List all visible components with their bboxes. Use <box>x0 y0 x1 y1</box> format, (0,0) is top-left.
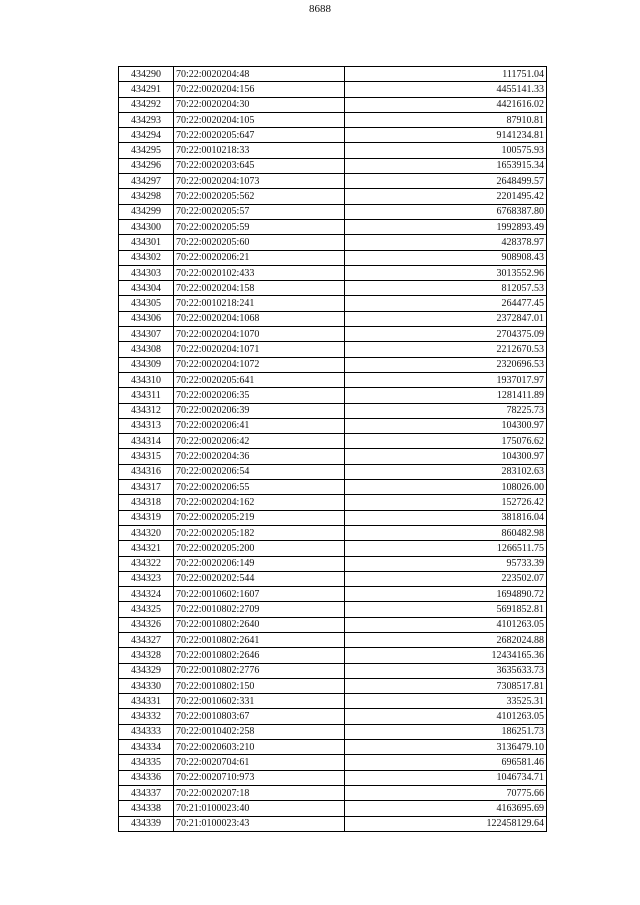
cadastral-value-cell: 4101263.05 <box>345 617 547 632</box>
row-number-cell: 434307 <box>119 327 174 342</box>
table-row <box>119 740 547 755</box>
row-number-cell: 434312 <box>119 403 174 418</box>
cadastral-value-cell: 104300.97 <box>345 418 547 433</box>
row-number-cell: 434319 <box>119 510 174 525</box>
cadastral-value-cell: 2372847.01 <box>345 311 547 326</box>
cadastral-value-cell: 5691852.81 <box>345 602 547 617</box>
cadastral-number-cell: 70:22:0020205:562 <box>174 189 345 204</box>
row-number-cell: 434314 <box>119 434 174 449</box>
cadastral-number-cell: 70:22:0020206:41 <box>174 418 345 433</box>
cadastral-number-cell: 70:22:0020203:645 <box>174 158 345 173</box>
table-row <box>119 372 547 387</box>
cadastral-number-cell: 70:22:0020206:39 <box>174 403 345 418</box>
cadastral-value-cell: 122458129.64 <box>345 816 547 831</box>
cadastral-number-cell: 70:22:0020205:200 <box>174 541 345 556</box>
cadastral-value-cell: 78225.73 <box>345 403 547 418</box>
row-number-cell: 434292 <box>119 97 174 112</box>
table-row <box>119 770 547 785</box>
cadastral-value-cell: 223502.07 <box>345 571 547 586</box>
cadastral-number-cell: 70:22:0020704:61 <box>174 755 345 770</box>
table-row <box>119 678 547 693</box>
table-row <box>119 632 547 647</box>
cadastral-number-cell: 70:22:0020710:973 <box>174 770 345 785</box>
cadastral-value-cell: 100575.93 <box>345 143 547 158</box>
row-number-cell: 434320 <box>119 525 174 540</box>
table-row <box>119 189 547 204</box>
cadastral-number-cell: 70:22:0020205:641 <box>174 372 345 387</box>
cadastral-number-cell: 70:22:0020205:182 <box>174 525 345 540</box>
table-row <box>119 464 547 479</box>
cadastral-value-cell: 2212670.53 <box>345 342 547 357</box>
table-row <box>119 709 547 724</box>
table-row <box>119 112 547 127</box>
cadastral-value-cell: 4421616.02 <box>345 97 547 112</box>
cadastral-value-cell: 2320696.53 <box>345 357 547 372</box>
row-number-cell: 434304 <box>119 281 174 296</box>
cadastral-value-cell: 175076.62 <box>345 434 547 449</box>
row-number-cell: 434334 <box>119 740 174 755</box>
row-number-cell: 434324 <box>119 587 174 602</box>
row-number-cell: 434313 <box>119 418 174 433</box>
table-row <box>119 617 547 632</box>
table-row <box>119 128 547 143</box>
row-number-cell: 434333 <box>119 724 174 739</box>
cadastral-number-cell: 70:22:0020206:35 <box>174 388 345 403</box>
table-row <box>119 571 547 586</box>
cadastral-number-cell: 70:22:0020205:647 <box>174 128 345 143</box>
page-number: 8688 <box>309 3 331 15</box>
cadastral-value-cell: 2648499.57 <box>345 174 547 189</box>
row-number-cell: 434327 <box>119 632 174 647</box>
table-row <box>119 265 547 280</box>
cadastral-number-cell: 70:22:0020204:36 <box>174 449 345 464</box>
cadastral-value-cell: 186251.73 <box>345 724 547 739</box>
cadastral-value-cell: 1937017.97 <box>345 372 547 387</box>
cadastral-number-cell: 70:22:0020204:1068 <box>174 311 345 326</box>
table-row <box>119 648 547 663</box>
cadastral-number-cell: 70:22:0020204:162 <box>174 495 345 510</box>
cadastral-number-cell: 70:22:0010402:258 <box>174 724 345 739</box>
cadastral-number-cell: 70:22:0010218:33 <box>174 143 345 158</box>
cadastral-value-cell: 1653915.34 <box>345 158 547 173</box>
cadastral-number-cell: 70:22:0020205:60 <box>174 235 345 250</box>
table-row <box>119 296 547 311</box>
table-row <box>119 204 547 219</box>
row-number-cell: 434290 <box>119 67 174 82</box>
cadastral-value-cell: 152726.42 <box>345 495 547 510</box>
table-row <box>119 694 547 709</box>
row-number-cell: 434293 <box>119 112 174 127</box>
table-row <box>119 403 547 418</box>
table-row <box>119 388 547 403</box>
table-row <box>119 67 547 82</box>
cadastral-value-cell: 696581.46 <box>345 755 547 770</box>
row-number-cell: 434291 <box>119 82 174 97</box>
row-number-cell: 434330 <box>119 678 174 693</box>
cadastral-number-cell: 70:22:0010802:2640 <box>174 617 345 632</box>
table-row <box>119 556 547 571</box>
cadastral-value-cell: 1281411.89 <box>345 388 547 403</box>
row-number-cell: 434339 <box>119 816 174 831</box>
row-number-cell: 434310 <box>119 372 174 387</box>
cadastral-value-cell: 4455141.33 <box>345 82 547 97</box>
cadastral-number-cell: 70:22:0020204:158 <box>174 281 345 296</box>
table-row <box>119 525 547 540</box>
cadastral-value-cell: 3136479.10 <box>345 740 547 755</box>
row-number-cell: 434295 <box>119 143 174 158</box>
cadastral-number-cell: 70:22:0010802:150 <box>174 678 345 693</box>
table-row <box>119 724 547 739</box>
table-row <box>119 143 547 158</box>
table-row <box>119 235 547 250</box>
row-number-cell: 434326 <box>119 617 174 632</box>
row-number-cell: 434328 <box>119 648 174 663</box>
cadastral-value-cell: 908908.43 <box>345 250 547 265</box>
cadastral-number-cell: 70:22:0020204:1071 <box>174 342 345 357</box>
row-number-cell: 434323 <box>119 571 174 586</box>
cadastral-number-cell: 70:22:0020204:1072 <box>174 357 345 372</box>
row-number-cell: 434318 <box>119 495 174 510</box>
row-number-cell: 434315 <box>119 449 174 464</box>
table-row <box>119 434 547 449</box>
cadastral-number-cell: 70:22:0010802:2776 <box>174 663 345 678</box>
table-row <box>119 327 547 342</box>
cadastral-value-cell: 111751.04 <box>345 67 547 82</box>
cadastral-number-cell: 70:22:0020206:21 <box>174 250 345 265</box>
cadastral-value-cell: 95733.39 <box>345 556 547 571</box>
cadastral-value-cell: 381816.04 <box>345 510 547 525</box>
table-row <box>119 755 547 770</box>
table-row <box>119 663 547 678</box>
row-number-cell: 434329 <box>119 663 174 678</box>
cadastral-value-cell: 4101263.05 <box>345 709 547 724</box>
cadastral-value-cell: 87910.81 <box>345 112 547 127</box>
row-number-cell: 434332 <box>119 709 174 724</box>
cadastral-value-cell: 4163695.69 <box>345 801 547 816</box>
row-number-cell: 434294 <box>119 128 174 143</box>
cadastral-value-cell: 1046734.71 <box>345 770 547 785</box>
row-number-cell: 434311 <box>119 388 174 403</box>
row-number-cell: 434297 <box>119 174 174 189</box>
table-row <box>119 801 547 816</box>
cadastral-number-cell: 70:22:0010802:2646 <box>174 648 345 663</box>
cadastral-value-cell: 2201495.42 <box>345 189 547 204</box>
table-row <box>119 174 547 189</box>
table-row <box>119 510 547 525</box>
cadastral-number-cell: 70:22:0020205:57 <box>174 204 345 219</box>
row-number-cell: 434316 <box>119 464 174 479</box>
table-row <box>119 82 547 97</box>
row-number-cell: 434302 <box>119 250 174 265</box>
cadastral-value-cell: 2704375.09 <box>345 327 547 342</box>
cadastral-number-cell: 70:22:0020204:156 <box>174 82 345 97</box>
cadastral-value-cell: 108026.00 <box>345 480 547 495</box>
cadastral-number-cell: 70:22:0020205:219 <box>174 510 345 525</box>
cadastral-number-cell: 70:22:0010802:2641 <box>174 632 345 647</box>
cadastral-number-cell: 70:22:0010602:331 <box>174 694 345 709</box>
cadastral-number-cell: 70:22:0020206:42 <box>174 434 345 449</box>
cadastral-value-cell: 264477.45 <box>345 296 547 311</box>
row-number-cell: 434309 <box>119 357 174 372</box>
cadastral-number-cell: 70:22:0020202:544 <box>174 571 345 586</box>
table-row <box>119 311 547 326</box>
table-row <box>119 357 547 372</box>
cadastral-number-cell: 70:22:0020206:149 <box>174 556 345 571</box>
row-number-cell: 434335 <box>119 755 174 770</box>
cadastral-number-cell: 70:22:0020102:433 <box>174 265 345 280</box>
row-number-cell: 434336 <box>119 770 174 785</box>
row-number-cell: 434298 <box>119 189 174 204</box>
cadastral-value-cell: 3013552.96 <box>345 265 547 280</box>
cadastral-number-cell: 70:21:0100023:43 <box>174 816 345 831</box>
cadastral-number-cell: 70:22:0020205:59 <box>174 219 345 234</box>
cadastral-number-cell: 70:22:0020603:210 <box>174 740 345 755</box>
cadastral-number-cell: 70:22:0020204:1070 <box>174 327 345 342</box>
row-number-cell: 434321 <box>119 541 174 556</box>
cadastral-number-cell: 70:22:0010218:241 <box>174 296 345 311</box>
cadastral-value-cell: 33525.31 <box>345 694 547 709</box>
cadastral-number-cell: 70:22:0020206:54 <box>174 464 345 479</box>
cadastral-value-cell: 1266511.75 <box>345 541 547 556</box>
table-row <box>119 816 547 831</box>
cadastral-number-cell: 70:22:0020204:105 <box>174 112 345 127</box>
cadastral-value-cell: 428378.97 <box>345 235 547 250</box>
row-number-cell: 434308 <box>119 342 174 357</box>
row-number-cell: 434317 <box>119 480 174 495</box>
cadastral-value-table <box>118 66 547 832</box>
row-number-cell: 434337 <box>119 785 174 800</box>
cadastral-value-cell: 12434165.36 <box>345 648 547 663</box>
table-row <box>119 158 547 173</box>
row-number-cell: 434338 <box>119 801 174 816</box>
row-number-cell: 434305 <box>119 296 174 311</box>
cadastral-number-cell: 70:22:0010803:67 <box>174 709 345 724</box>
table-row <box>119 495 547 510</box>
row-number-cell: 434296 <box>119 158 174 173</box>
table-row <box>119 342 547 357</box>
cadastral-number-cell: 70:22:0020204:1073 <box>174 174 345 189</box>
row-number-cell: 434300 <box>119 219 174 234</box>
table-row <box>119 418 547 433</box>
table-row <box>119 449 547 464</box>
table-row <box>119 785 547 800</box>
table-row <box>119 219 547 234</box>
row-number-cell: 434306 <box>119 311 174 326</box>
cadastral-value-cell: 283102.63 <box>345 464 547 479</box>
cadastral-number-cell: 70:22:0010602:1607 <box>174 587 345 602</box>
cadastral-number-cell: 70:22:0020206:55 <box>174 480 345 495</box>
row-number-cell: 434301 <box>119 235 174 250</box>
row-number-cell: 434303 <box>119 265 174 280</box>
table-body <box>119 67 547 832</box>
cadastral-value-cell: 812057.53 <box>345 281 547 296</box>
cadastral-value-cell: 1992893.49 <box>345 219 547 234</box>
cadastral-value-cell: 2682024.88 <box>345 632 547 647</box>
cadastral-number-cell: 70:22:0010802:2709 <box>174 602 345 617</box>
row-number-cell: 434299 <box>119 204 174 219</box>
row-number-cell: 434331 <box>119 694 174 709</box>
table-row <box>119 250 547 265</box>
table-row <box>119 602 547 617</box>
cadastral-number-cell: 70:22:0020207:18 <box>174 785 345 800</box>
cadastral-value-cell: 3635633.73 <box>345 663 547 678</box>
table-row <box>119 541 547 556</box>
cadastral-number-cell: 70:22:0020204:30 <box>174 97 345 112</box>
cadastral-value-cell: 104300.97 <box>345 449 547 464</box>
table-row <box>119 97 547 112</box>
cadastral-value-cell: 1694890.72 <box>345 587 547 602</box>
cadastral-value-cell: 7308517.81 <box>345 678 547 693</box>
cadastral-value-cell: 70775.66 <box>345 785 547 800</box>
cadastral-value-cell: 6768387.80 <box>345 204 547 219</box>
cadastral-number-cell: 70:21:0100023:40 <box>174 801 345 816</box>
cadastral-value-cell: 9141234.81 <box>345 128 547 143</box>
table-row <box>119 281 547 296</box>
cadastral-value-cell: 860482.98 <box>345 525 547 540</box>
table-row <box>119 587 547 602</box>
row-number-cell: 434322 <box>119 556 174 571</box>
cadastral-number-cell: 70:22:0020204:48 <box>174 67 345 82</box>
row-number-cell: 434325 <box>119 602 174 617</box>
table-row <box>119 480 547 495</box>
